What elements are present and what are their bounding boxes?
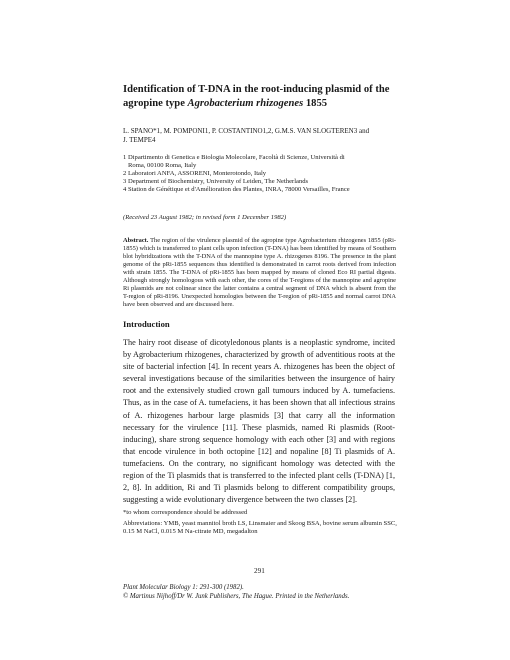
- authors-line-2: J. TEMPE4: [123, 136, 156, 145]
- abstract-label: Abstract.: [123, 237, 149, 244]
- affiliation-2: 2 Laboratori ANFA, ASSORENI, Monterotondo, Italy: [123, 170, 267, 177]
- affiliations: [123, 154, 423, 194]
- affiliation-1: 1 Dipartimento di Genetica e Biologia Molecolare, Facoltà di Scienze, Università di: [123, 154, 345, 161]
- correspondence-footnote: *to whom correspondence should be addressed: [123, 509, 248, 516]
- affiliation-4: 4 Station de Génétique et d'Amélioration des Plantes, INRA, 78000 Versailles, France: [123, 186, 350, 193]
- abstract: [123, 237, 396, 309]
- title-suffix: 1855: [303, 98, 328, 109]
- title-line-2: [123, 97, 423, 111]
- affiliation-3: 3 Department of Biochemistry, University of Leiden, The Netherlands: [123, 178, 309, 185]
- received-date: (Received 23 August 1982; in revised form 1 December 1982): [123, 214, 287, 221]
- title-line-1: Identification of T-DNA in the root-inducing plasmid of the: [123, 84, 390, 95]
- title-prefix: agropine type: [123, 98, 188, 109]
- journal-line-1: Plant Molecular Biology 1: 291-300 (1982).: [123, 584, 244, 591]
- section-heading-introduction: Introduction: [123, 319, 170, 329]
- journal-citation: [123, 584, 423, 601]
- introduction-text: The hairy root disease of dicotyledonous plants is a neoplastic syndrome, incited by Agrobacterium rhizogenes, characterized by growth of adventitious roots at the site of bacterial infection [4]. In recent years A. rhizogenes has been the object of several investigations because of the similarities between the insurgence of hairy root and the extensively studied crown gall tumours induced by A. tumefaciens. Thus, as in the case of A. tumefaciens, it has been shown that all infectious strains of A. rhizogenes harbour large plasmids [3] that carry all the information necessary for the virulence [11]. These plasmids, named Ri plasmids (Root-inducing), share strong sequence homology with each other [3] and with regions that encode virulence in both octopine [12] and nopaline [8] Ti plasmids of A. tumefaciens. On the contrary, no significant homology was detected with the region of the Ti plasmids that is transferred to the infected plant cells (T-DNA) [1, 2, 8]. In addition, Ri and Ti plasmids belong to different compatibility groups, suggesting a wide evolutionary divergence between the two classes [2].: [123, 338, 395, 505]
- affiliation-1-cont: Roma, 00100 Roma, Italy: [128, 162, 197, 169]
- abstract-text: The region of the virulence plasmid of the agropine type Agrobacterium rhizogenes 1855 (pRi-1855) which is transferred to plant cells upon infection (T-DNA) has been identified by means of Southern blot hybridizations with the T-DNA of the mannopine type A. rhizogenes 8196. The presence in the plant genome of the pRi-1855 sequences thus identified is demonstrated in carrot roots derived from infection with strain 1855. The T-DNA of pRi-1855 has been mapped by means of cloned Eco RI partial digests. Although strongly homologous with each other, the cores of the T-regions of the mannopine and agropine Ri plasmids are not colinear since the latter contains a central segment of DNA which is absent from the T-region of pRi-8196. Unexpected homologies between the T-region of pRi-1855 and normal carrot DNA have been observed and are discussed here.: [123, 237, 397, 308]
- abbreviations-note: Abbreviations: YMB, yeast mannitol broth LS, Linsmaier and Skoog BSA, bovine serum albumin SSC, 0.15 M NaCl, 0.015 M Na-citrate MD, megadalton: [123, 520, 397, 536]
- journal-line-2: © Martinus Nijhoff/Dr W. Junk Publishers, The Hague. Printed in the Netherlands.: [123, 592, 350, 600]
- paper-title: [123, 83, 423, 111]
- page-number: 291: [254, 567, 265, 575]
- title-species: Agrobacterium rhizogenes: [187, 98, 304, 109]
- author-list: [123, 127, 413, 146]
- authors-line-1: L. SPANO*1, M. POMPONI1, P. COSTANTINO1,2, G.M.S. VAN SLOGTEREN3 and: [123, 127, 370, 135]
